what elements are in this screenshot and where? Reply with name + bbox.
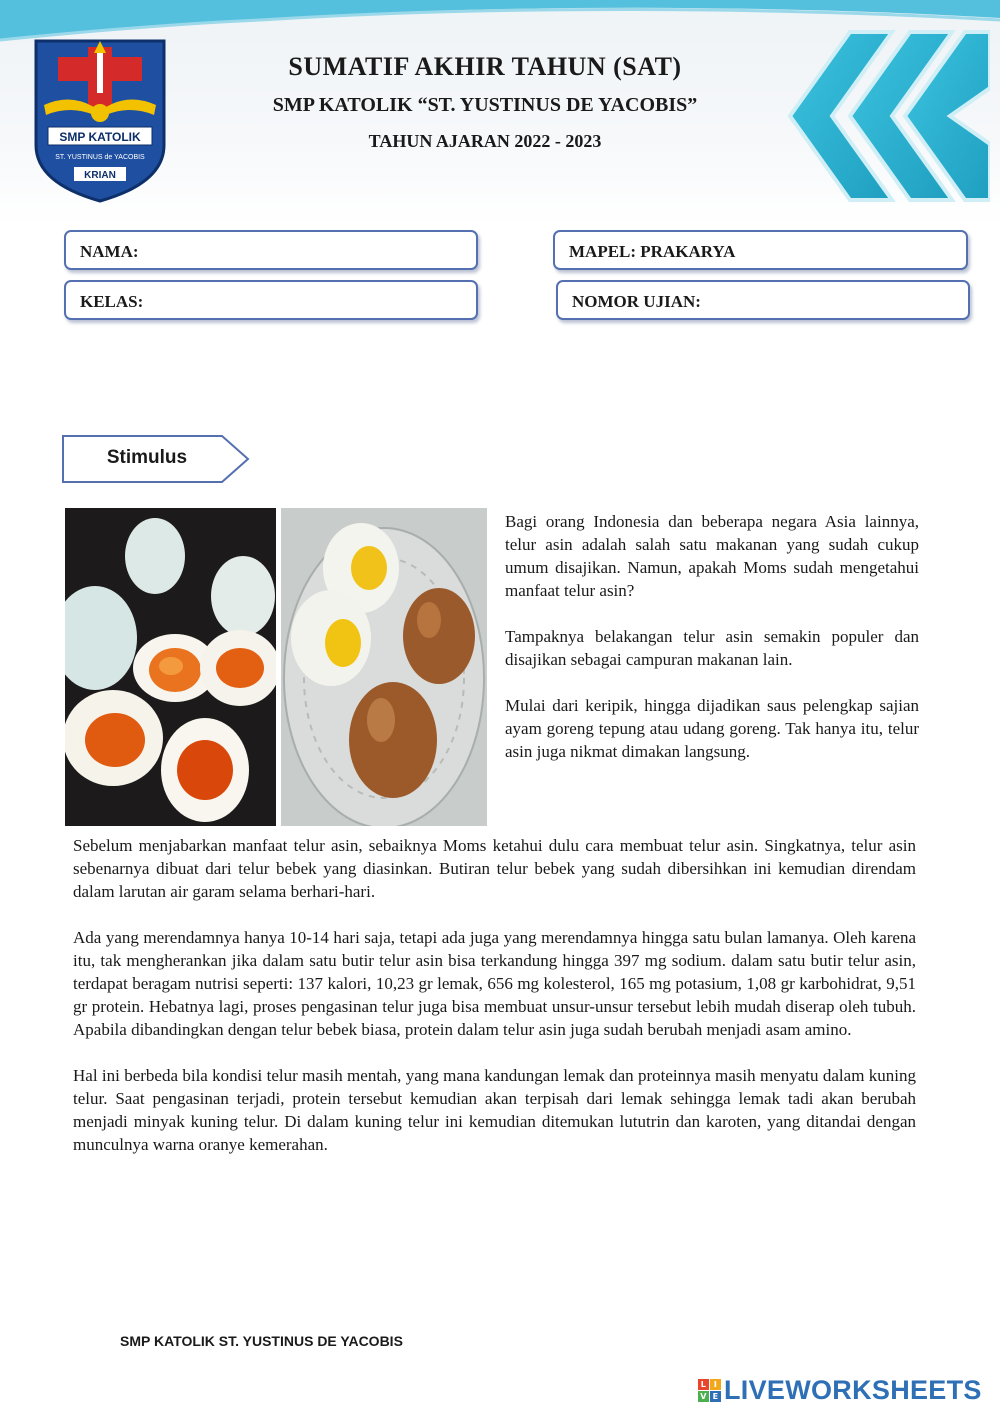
footer-school: SMP KATOLIK ST. YUSTINUS DE YACOBIS: [120, 1333, 403, 1349]
body-paragraph-3: Hal ini berbeda bila kondisi telur masih mentah, yang mana kandungan lemak dan proteinnya masih menyatu dalam kuning telur. Saat pengasinan terjadi, protein tersebut kemudian akan terpisah dari lemak sehingga lemak tadi akan berubah menjadi minyak kuning telur. Di dalam kuning telur ini kemudian ditemukan lututrin dan karoten, yang ditandai dengan munculnya warna oranye kemerahan.: [73, 1066, 916, 1154]
exam-number-field[interactable]: [556, 280, 970, 320]
liveworksheets-logo-icon: L I V E: [698, 1379, 721, 1402]
intro-paragraph-1: Bagi orang Indonesia dan beberapa negara Asia lainnya, telur asin adalah salah satu makanan yang sudah cukup umum disajikan. Namun, apakah Moms sudah mengetahui manfaat telur asin?: [505, 512, 919, 600]
school-name: SMP KATOLIK “ST. YUSTINUS DE YACOBIS”: [272, 94, 698, 116]
subject-field: [553, 230, 968, 270]
academic-year: TAHUN AJARAN 2022 - 2023: [368, 131, 602, 151]
intro-paragraph-3: Mulai dari keripik, hingga dijadikan saus pelengkap sajian ayam goreng tepung atau udang goreng. Tak hanya itu, telur asin juga nikmat dimakan langsung.: [505, 696, 919, 761]
school-logo: [30, 35, 170, 205]
liveworksheets-brand[interactable]: [698, 1375, 982, 1406]
article-body: [73, 834, 916, 1179]
salted-egg-photo-left: [65, 508, 276, 826]
exam-number-label: NOMOR UJIAN:: [572, 292, 701, 311]
body-paragraph-1: Sebelum menjabarkan manfaat telur asin, sebaiknya Moms ketahui dulu cara membuat telur asin. Singkatnya, telur asin sebenarnya dibuat dari telur bebek yang diasinkan. Butiran telur bebek yang sudah dibersihkan ini kemudian direndam dalam larutan air garam selama berhari-hari.: [73, 836, 916, 901]
stimulus-label: Stimulus: [106, 447, 188, 468]
subject-label: MAPEL: PRAKARYA: [569, 242, 736, 261]
body-paragraph-2: Ada yang merendamnya hanya 10-14 hari saja, tetapi ada juga yang merendamnya hingga satu bulan lamanya. Oleh karena itu, tak mengherankan jika dalam satu butir telur asin bisa terkandung hingga 397 mg sodium. dalam satu butir telur asin, terdapat beragam nutrisi seperti: 137 kalori, 10,23 gr lemak, 656 mg kolesterol, 165 mg potasium, 1,08 gr karbohidrat, 9,51 gr protein. Hebatnya lagi, proses pengasinan telur juga bisa membuat unsur-unsur tersebut lebih mudah diserap oleh tubuh. Apabila dibandingkan dengan telur bebek biasa, protein dalam telur asin juga sudah berubah menjadi asam amino.: [73, 928, 916, 1039]
name-label: NAMA:: [80, 242, 139, 261]
logo-text-2: ST. YUSTINUS de YACOBIS: [55, 154, 145, 161]
chevron-decoration-icon: [780, 28, 990, 208]
salted-egg-photo-right: [281, 508, 487, 826]
page-title: SUMATIF AKHIR TAHUN (SAT): [288, 52, 682, 81]
logo-text-1: SMP KATOLIK: [59, 130, 141, 144]
logo-text-3: KRIAN: [84, 170, 116, 181]
header-titles: [185, 52, 785, 152]
class-label: KELAS:: [80, 292, 144, 311]
article-intro: [505, 510, 919, 786]
class-field[interactable]: [64, 280, 478, 320]
name-field[interactable]: [64, 230, 478, 270]
brand-name: LIVEWORKSHEETS: [724, 1375, 982, 1405]
intro-paragraph-2: Tampaknya belakangan telur asin semakin populer dan disajikan sebagai campuran makanan lain.: [505, 627, 919, 669]
